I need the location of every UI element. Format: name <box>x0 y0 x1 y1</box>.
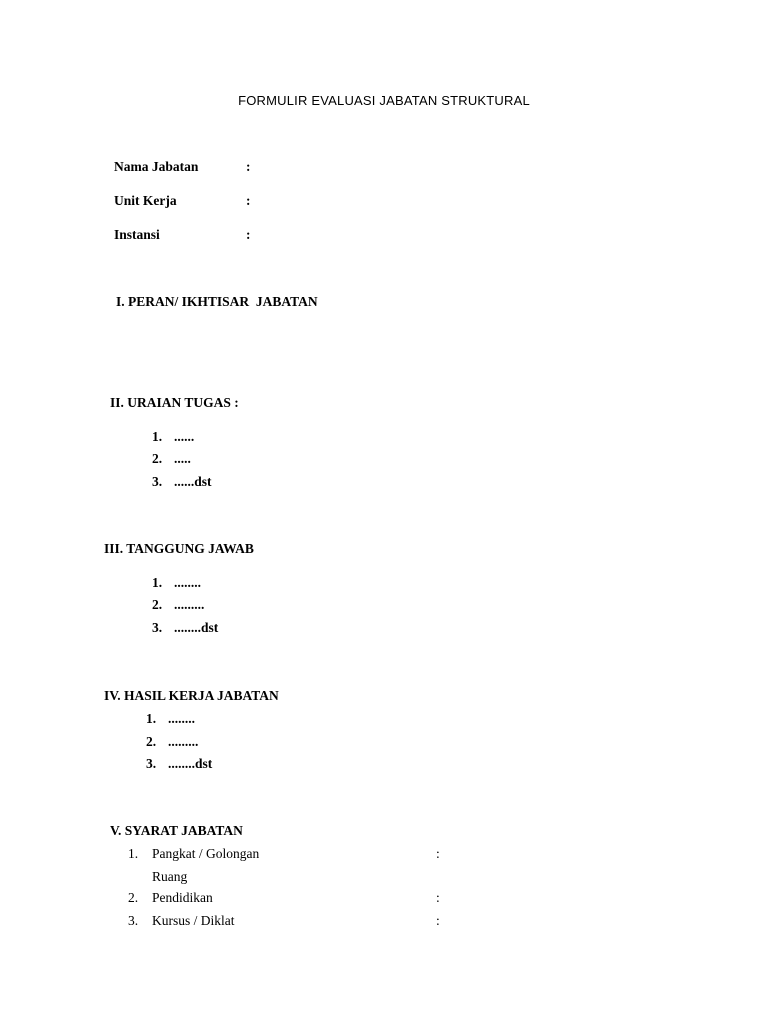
document-title: FORMULIR EVALUASI JABATAN STRUKTURAL <box>238 93 530 108</box>
field-colon-pangkat: : <box>436 846 440 861</box>
field-label-unit-kerja: Unit Kerja <box>114 193 177 208</box>
section-heading-hasil-kerja: IV. HASIL KERJA JABATAN <box>104 688 279 703</box>
list-item-text: ........dst <box>174 620 219 635</box>
list-item-text: Pendidikan <box>152 890 213 905</box>
list-item-number: 3. <box>152 620 163 635</box>
list-item <box>152 429 194 445</box>
list-item-text: ......... <box>174 597 205 612</box>
list-item-text: ...... <box>174 429 195 444</box>
list-item-number: 1. <box>152 429 163 444</box>
list-item-text: ........ <box>168 711 195 726</box>
list-item-number: 1. <box>146 711 157 726</box>
list-item <box>146 734 198 750</box>
list-item-number: 1. <box>128 846 139 861</box>
list-item-text: ........dst <box>168 756 213 771</box>
section-heading-uraian-tugas: II. URAIAN TUGAS : <box>110 395 239 410</box>
list-item <box>152 474 212 490</box>
list-item <box>146 711 195 727</box>
field-label-instansi: Instansi <box>114 227 160 242</box>
field-colon-unit-kerja: : <box>246 193 251 208</box>
section-heading-syarat-jabatan: V. SYARAT JABATAN <box>110 823 243 838</box>
list-item-text: ......dst <box>174 474 212 489</box>
list-item-number: 2. <box>128 890 139 905</box>
list-item-number: 3. <box>128 913 139 928</box>
list-item <box>128 913 235 929</box>
list-item <box>152 575 201 591</box>
list-item-number: 3. <box>146 756 157 771</box>
list-item-number: 2. <box>146 734 157 749</box>
list-item-text: ..... <box>174 451 191 466</box>
field-label-nama-jabatan: Nama Jabatan <box>114 159 199 174</box>
list-item-number: 1. <box>152 575 163 590</box>
list-item <box>152 597 204 613</box>
list-item-text: Pangkat / Golongan <box>152 846 260 861</box>
list-item-continuation: Ruang <box>152 869 188 884</box>
list-item-number: 2. <box>152 451 163 466</box>
list-item-number: 3. <box>152 474 163 489</box>
field-colon-nama-jabatan: : <box>246 159 251 174</box>
section-heading-peran: I. PERAN/ IKHTISAR JABATAN <box>116 294 318 309</box>
field-colon-instansi: : <box>246 227 251 242</box>
list-item <box>128 846 259 862</box>
list-item-text: ......... <box>168 734 199 749</box>
list-item-number: 2. <box>152 597 163 612</box>
list-item <box>146 756 212 772</box>
section-heading-tanggung-jawab: III. TANGGUNG JAWAB <box>104 541 254 556</box>
list-item <box>128 890 213 906</box>
list-item <box>152 451 191 467</box>
list-item-text: ........ <box>174 575 201 590</box>
field-colon-kursus: : <box>436 913 440 928</box>
list-item <box>152 620 218 636</box>
field-colon-pendidikan: : <box>436 890 440 905</box>
list-item-text: Kursus / Diklat <box>152 913 235 928</box>
